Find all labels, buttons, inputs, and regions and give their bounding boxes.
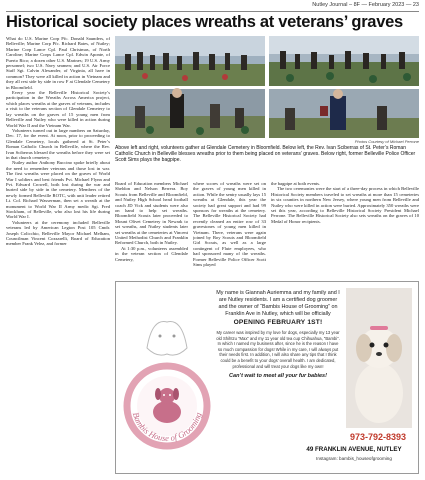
grooming-advertisement xyxy=(115,281,419,474)
ad-address: 49 FRANKLIN AVENUE, NUTLEY xyxy=(306,446,402,453)
article-headline: Historical society places wreaths at veterans’ graves xyxy=(6,13,403,31)
ad-tagline: Can’t wait to meet all your fur babies! xyxy=(229,373,327,380)
paragraph: Board of Education members Michael Sheldon and Nelson Berrera. Boy Scouts from Belleville and Bloomfield, and Nutley High School head football coach JD Vick and students were also on hand to help set wreaths. Bloomfield Scouts later proceeded to Mount Olivet Cemetery in Newark to set wreaths, and Nutley students later set wreaths at the cemeteries at Vincent United Methodist Church and Franklin Reformed Church, both in Nutley. xyxy=(115,181,188,246)
paragraph: The two ceremonies were the start of a three-day process in which Belleville Historical Society members traveled to set wreaths at more than 15 cemeteries in six counties in northern New Jersey, where young men from Belleville and Nutley who were killed in action were buried. Approximately 350 wreaths were set this year, according to Belleville Historical Society President Michael Perrone. The Belleville Historical Society also sets wreaths on the graves of 10 Medal of Honor recipients. xyxy=(271,186,419,224)
paragraph: What do U.S. Marine Corp Pfc. Donald Saunders, of Belleville; Marine Corp Pfc. Richard Bates, of Nutley; Marine Corp Lance Cpl. Paul Christmas, of North Caroline; Marine Corps Lance Cpl. Edwin Aponte, of Puerto Rico; a dozen other U.S. Marines; 19 U.S. Army personnel; two U.S. Navy seamen; and U.S. Air Force Staff Sgt. Calvin Alexander, of Virginia, all have in common? They were all killed in action in Vietnam and they all rest side by side in row F at Glendale Cemetery in Bloomfield. xyxy=(6,36,110,90)
ad-phone-number: 973-792-8393 xyxy=(349,432,407,442)
bambis-logo xyxy=(122,288,212,466)
paragraph: At 1:30 p.m., volunteers assembled in the veteran section of Glendale Cemetery, xyxy=(115,245,188,262)
ad-opening-date: OPENING FEBRUARY 1ST! xyxy=(233,319,323,326)
paragraph: the bagpipe at both events. xyxy=(271,181,321,186)
article-column-1 xyxy=(6,36,110,476)
ad-instagram: Instagram: bambis_houseofgrooming xyxy=(316,456,392,461)
paragraph: Nutley author Anthony Buccino spoke briefly about the need to remember veterans and those lost in war. The first wreaths were placed on the graves of World War I soldiers and best friends Pvt. Michael Flynn and Pvt. Edward Crowell, both lost during the war and buried side by side in the cemetery. Members of the newly formed Belleville ROTC, with unit leader retired Lt. Col. Richard Wasserman, then set a wreath at the monument to World War II Army medic Sgt. Fred Stockham, of Belleville, who also lost his life during World War I. xyxy=(6,160,110,220)
paragraph: Volunteers at the ceremony included Belleville veterans led by American Legion Post 105 Cmdr. Joseph Colicchio, Belleville Mayor Michael Melham, Councilman Vincent Cozzarelli, Board of Education member Frank Velez, and former xyxy=(6,219,110,247)
paragraph: where scores of wreaths were set on the graves of young men killed in action. While the sentry usually lays 15 wreaths at Glendale, this year the society had great support and had 99 sponsors for wreaths at the cemetery. The Belleville Historical Society had recently cleaned an entire row of 33 gravestones of young men killed in Vietnam. There, veterans were again joined by Boy Scouts and Bloomfield Girl Scouts, as well as a large contingent of Flute employees, who had sponsored many of the wreaths. Former Belleville Police Officer Scott Sims played xyxy=(193,181,266,268)
ad-body: My career was inspired by my love for dogs, especially my 13 year old Shihtzu “Max” and my 11 year old tea cup Chihuahua, “Bambi”. In which I named my business after, since he is the reason I have so much compassion for dogs! While in my care, I will always put their needs first. In addition, I will also share any tips that I think could be a benefit to your dogs’ overall health. I am dedicated, professional and will treat your dogs like my own! xyxy=(216,330,340,369)
photo-credit: Photos Courtesy of Michael Perrone xyxy=(354,139,419,144)
article-photo-collage xyxy=(115,36,419,138)
page-header: Nutley Journal – 8F — February 2023 — 23 xyxy=(6,2,419,12)
dog-photo xyxy=(346,288,412,428)
ad-intro: My name is Giannah Auriemma and my family and I are Nutley residents. I am a certified dog groomer and the owner of “Bambis House of Grooming” on Franklin Ave in Nutley, which will be officially xyxy=(216,290,340,317)
photo-caption: Above left and right, volunteers gather at Glendale Cemetery in Bloomfield. Below left, the Rev. Ivan Sciberras of St. Peter’s Roman Catholic Church in Belleville blesses wreaths prior to them being placed on veterans’ graves. Below right, former Belleville Police Officer Scott Sims plays the bagpipe. xyxy=(115,145,416,163)
paragraph: Every year the Belleville Historical Society’s participation in the Wreaths Across America project, which places wreaths at the graves of veterans, includes a visit to the veterans section of Glendale Cemetery to lay wreaths on the graves of 15 young men from Belleville and Nutley who were killed in action during World War II and the Vietnam War. xyxy=(6,90,110,128)
article-column-4 xyxy=(271,181,419,279)
ad-copy xyxy=(216,290,340,379)
article-column-3 xyxy=(193,181,266,279)
paragraph: Volunteers turned out in large numbers on Saturday, Dec. 17, for the event. At noon, prior to proceeding to Glendale Cemetery, locals gathered at St. Peter’s Roman Catholic Church in Belleville, where the Rev. Ivan Sciberras blessed the wreaths before they were set in that church cemetery. xyxy=(6,127,110,160)
article-column-2 xyxy=(115,181,188,279)
svg-text:Bambis House of Grooming: Bambis House of Grooming xyxy=(130,411,204,444)
